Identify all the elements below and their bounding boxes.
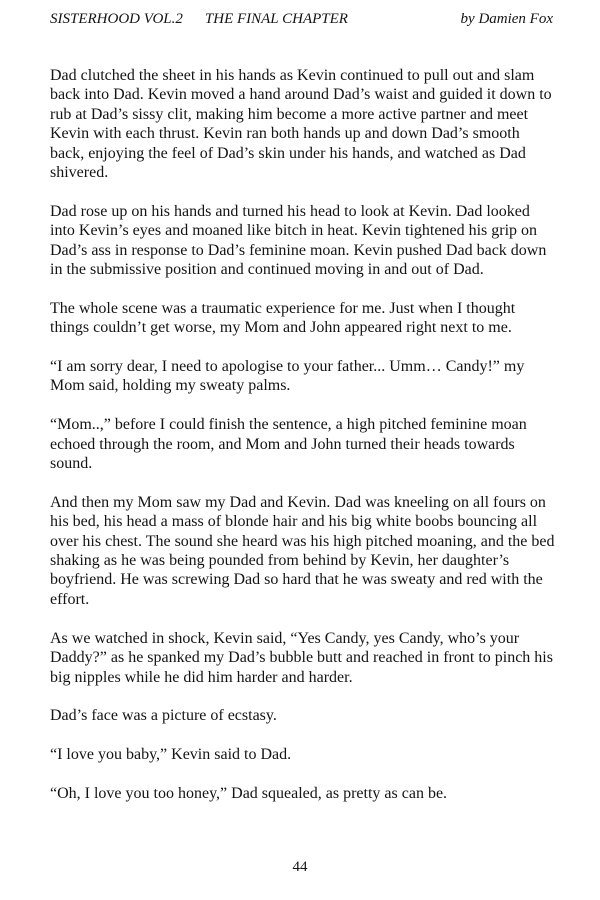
header-left <box>50 10 348 28</box>
paragraph-4: “I am sorry dear, I need to apologise to your father... Umm… Candy!” my Mom said, holding my sweaty palms. <box>50 358 525 395</box>
paragraph-2: Dad rose up on his hands and turned his head to look at Kevin. Dad looked into Kevin’s eyes and moaned like bitch in heat. Kevin tightened his grip on Dad’s ass in response to Dad’s feminine moan. Kevin pushed Dad back down in the submissive position and continued moving in and out of Dad. <box>50 202 547 279</box>
author-credit: by Damien Fox <box>460 11 553 27</box>
body-text <box>50 66 555 823</box>
page-number: 44 <box>292 859 308 875</box>
paragraph-10: “Oh, I love you too honey,” Dad squealed, as pretty as can be. <box>50 784 448 802</box>
paragraph-3: The whole scene was a traumatic experience for me. Just when I thought things couldn’t get worse, my Mom and John appeared right next to me. <box>50 299 516 337</box>
book-title: SISTERHOOD VOL.2 <box>50 11 183 27</box>
paragraph-7: As we watched in shock, Kevin said, “Yes Candy, yes Candy, who’s your Daddy?” as he spanked my Dad’s bubble butt and reached in front to pinch his big nipples while he did him harder and harder. <box>50 629 553 686</box>
chapter-title: THE FINAL CHAPTER <box>204 11 348 27</box>
paragraph-1: Dad clutched the sheet in his hands as Kevin continued to pull out and slam back into Dad. Kevin moved a hand around Dad’s waist and guided it down to rub at Dad’s sissy clit, making him become a more active partner and meet Kevin with each thrust. Kevin ran both hands up and down Dad’s smooth back, enjoying the feel of Dad’s skin under his hands, and watched as Dad shivered. <box>50 67 552 182</box>
paragraph-9: “I love you baby,” Kevin said to Dad. <box>50 746 292 764</box>
page-footer <box>0 859 600 876</box>
paragraph-8: Dad’s face was a picture of ecstasy. <box>50 707 277 725</box>
paragraph-6: And then my Mom saw my Dad and Kevin. Dad was kneeling on all fours on his bed, his head a mass of blonde hair and his big white boobs bouncing all over his chest. The sound she heard was his high pitched moaning, and the bed shaking as he was being pounded from behind by Kevin, her daughter’s boyfriend. He was screwing Dad so hard that he was sweaty and red with the effort. <box>50 493 555 608</box>
paragraph-5: “Mom..,” before I could finish the sentence, a high pitched feminine moan echoed through the room, and Mom and John turned their heads towards sound. <box>50 416 527 473</box>
page-header <box>50 10 553 28</box>
